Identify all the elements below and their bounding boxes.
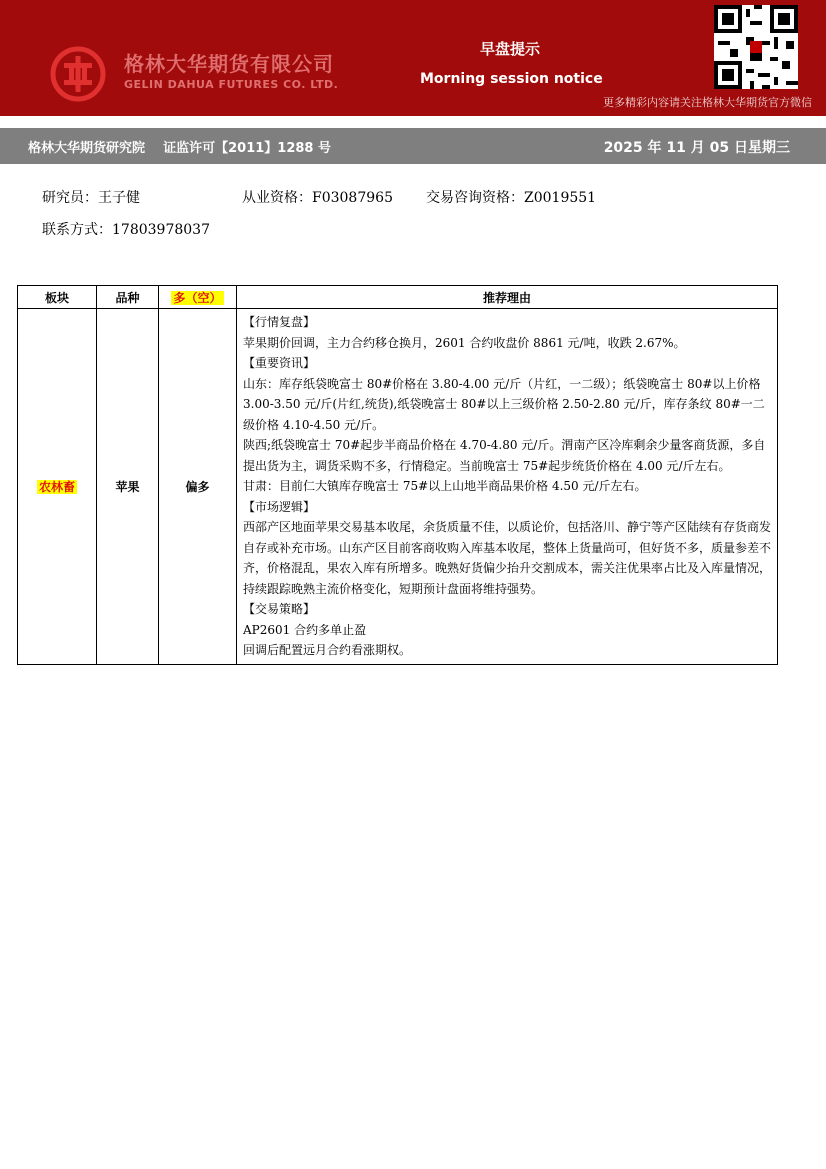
review-text: 苹果期价回调，主力合约移仓换月，2601 合约收盘价 8861 元/吨，收跌 2.67%。 <box>243 335 686 350</box>
sector-label: 农林畜 <box>38 479 75 494</box>
strategy-text-1: AP2601 合约多单止盈 <box>243 622 367 637</box>
variety-cell: 苹果 <box>97 309 159 665</box>
company-logo-icon <box>50 46 106 102</box>
company-name-en: GELIN DAHUA FUTURES CO. LTD. <box>124 78 339 91</box>
header-direction-label: 多（空） <box>173 290 222 305</box>
header-reason: 推荐理由 <box>237 286 778 309</box>
section-review-heading: 【行情复盘】 <box>243 315 316 329</box>
logic-text: 西部产区地面苹果交易基本收尾，余货质量不佳，以质论价，包括洛川、静宁等产区陆续有存货商发自存或补充市场。山东产区目前客商收购入库基本收尾，整体上货量尚可，但好货不多，质量参差不齐，价格混乱，果农入库有所增多。晚熟好货偏少抬升交割成本，需关注优果率占比及入库量情况，持续跟踪晚熟主流价格变化，短期预计盘面将维持强势。 <box>243 520 772 596</box>
section-strategy-heading: 【交易策略】 <box>243 602 316 616</box>
table-row <box>18 309 778 665</box>
follow-wechat-text: 更多精彩内容请关注格林大华期货官方微信 <box>603 96 812 109</box>
section-news-heading: 【重要资讯】 <box>243 356 316 370</box>
sector-cell <box>18 309 97 665</box>
info-bar <box>0 128 826 164</box>
header-direction <box>159 286 237 309</box>
contact-info: 联系方式：17803978037 <box>42 222 210 238</box>
consult-qualification: 交易咨询资格：Z0019551 <box>426 190 597 206</box>
header-banner <box>0 0 826 116</box>
page-title-cn: 早盘提示 <box>479 40 540 58</box>
institute-license: 格林大华期货研究院 证监许可【2011】1288 号 <box>28 141 331 156</box>
reason-cell <box>237 309 778 665</box>
researcher: 研究员：王子健 <box>42 190 140 206</box>
strategy-text-2: 回调后配置远月合约看涨期权。 <box>243 643 412 657</box>
table-header-row <box>18 286 778 309</box>
wechat-qr-code-icon <box>714 5 798 89</box>
direction-cell: 偏多 <box>159 309 237 665</box>
section-logic-heading: 【市场逻辑】 <box>243 499 316 514</box>
recommendation-table <box>17 285 778 665</box>
news-gansu: 甘肃：目前仁大镇库存晚富士 75#以上山地半商品果价格 4.50 元/斤左右。 <box>243 479 647 493</box>
news-shandong: 山东：库存纸袋晚富士 80#价格在 3.80-4.00 元/斤（片红，一二级）；纸袋晚富士 80#以上价格 3.00-3.50 元/斤(片红,统货),纸袋晚富士 80#以上三级价格 2.50-2.80 元/斤，库存条纹 80#一二级价格 4.10-4.50 元/斤。 <box>243 376 765 432</box>
page-title-en: Morning session notice <box>420 71 603 87</box>
qualification-number: 从业资格：F03087965 <box>242 190 393 206</box>
news-shaanxi: 陕西;纸袋晚富士 70#起步半商品价格在 4.70-4.80 元/斤。渭南产区冷库剩余少量客商货源，多自提出货为主，调货采购不多，行情稳定。当前晚富士 75#起步统货价格在 4.00 元/斤左右。 <box>243 438 766 473</box>
header-sector: 板块 <box>18 286 97 309</box>
report-date: 2025 年 11 月 05 日星期三 <box>603 140 790 156</box>
company-name-cn: 格林大华期货有限公司 <box>124 52 334 76</box>
header-variety: 品种 <box>97 286 159 309</box>
